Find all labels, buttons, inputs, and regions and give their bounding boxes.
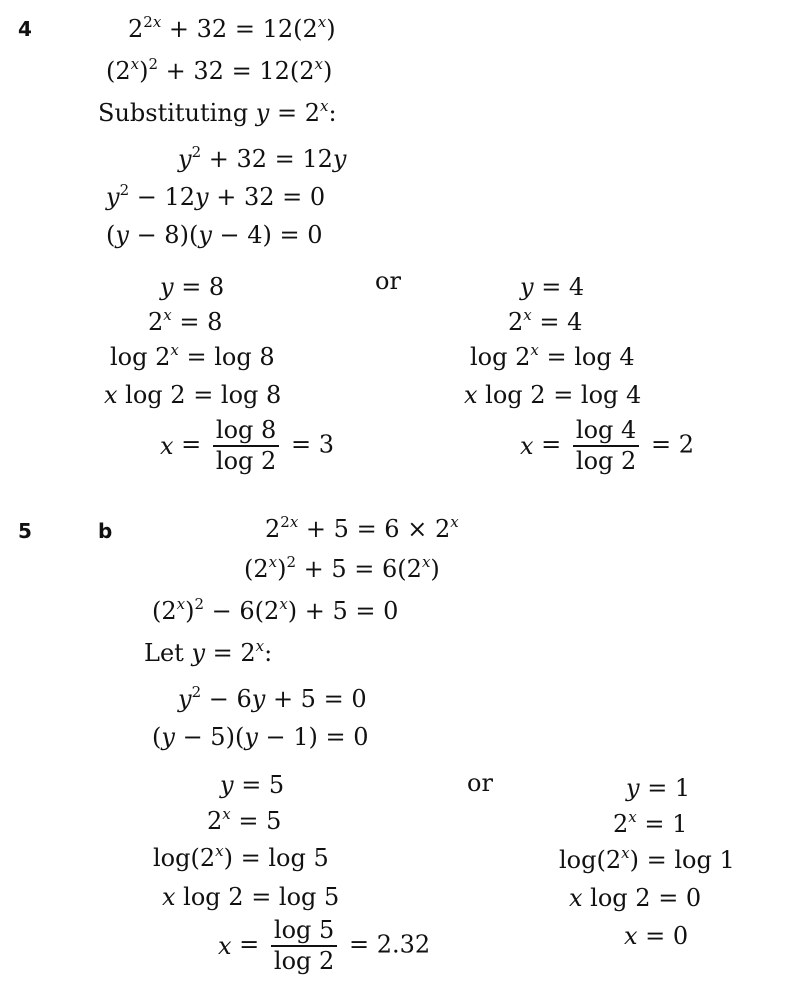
q4-right-step-1: y = 4 [520,273,585,301]
q5-left-step-4: x log 2 = log 5 [162,883,340,911]
q4-equation-2: $(2^x)^2 + 32 = 12(2^x)$ [106,55,333,85]
q4-right-step-4: x log 2 = log 4 [464,381,642,409]
q4-right-fraction-line: x = $\frac{\log 4}{\log 2}$ = 2 [520,416,694,476]
q5-left-step-2: $2^x = 5$ [207,805,282,835]
q5-right-step-2: $2^x = 1$ [613,808,688,838]
q5-or: or [467,769,493,797]
q5-equation-3: $(2^x)^2 - 6(2^x) + 5 = 0$ [152,595,399,625]
question-number-4: 4 [18,17,32,41]
q5-equation-4: $y^2 - 6y + 5 = 0$ [178,683,367,713]
q5-let-label: Let [144,639,184,667]
q5-right-step-4: x log 2 = 0 [569,884,702,912]
question-part-b: b [98,519,113,543]
q4-left-fraction: $\frac{\log 8}{\log 2}$ [213,418,279,474]
q4-equation-1: $2^{2x} + 32 = 12(2^x)$ [128,13,336,43]
q4-substitution-line: Substituting $y = 2^x$: [98,97,337,127]
q5-left-fraction-line: x = $\frac{\log 5}{\log 2}$ = 2.32 [218,916,431,976]
q5-left-fraction: $\frac{\log 5}{\log 2}$ [271,918,337,974]
q5-left-step-3: $\log(2^x) = \log 5$ [153,842,329,872]
q5-right-step-3: $\log(2^x) = \log 1$ [559,844,735,874]
q4-left-step-4: x log 2 = log 8 [104,381,282,409]
q5-right-step-5: x = 0 [624,922,689,950]
q5-equation-2: $(2^x)^2 + 5 = 6(2^x)$ [244,553,440,583]
q4-left-step-1: y = 8 [160,273,225,301]
q4-left-step-3: $\log 2^x = \log 8$ [110,341,275,371]
q4-left-step-2: $2^x = 8$ [148,306,223,336]
q4-equation-5: (y − 8)(y − 4) = 0 [106,221,323,249]
question-number-5: 5 [18,519,32,543]
q4-equation-3: $y^2 + 32 = 12y$ [178,143,347,173]
q4-right-step-2: $2^x = 4$ [508,306,583,336]
q5-equation-1: $2^{2x} + 5 = 6 \times 2^x$ [265,513,459,543]
q4-left-fraction-line: x = $\frac{\log 8}{\log 2}$ = 3 [160,416,334,476]
q4-equation-4: $y^2 - 12y + 32 = 0$ [106,181,326,211]
q4-right-step-3: $\log 2^x = \log 4$ [470,341,635,371]
q4-substituting-label: Substituting [98,99,249,127]
q5-right-step-1: y = 1 [626,774,691,802]
q5-let-line: Let $y = 2^x$: [144,637,273,667]
q5-equation-5: (y − 5)(y − 1) = 0 [152,723,369,751]
q4-or: or [375,267,401,295]
q5-left-step-1: y = 5 [220,771,285,799]
q4-right-fraction: $\frac{\log 4}{\log 2}$ [573,418,639,474]
